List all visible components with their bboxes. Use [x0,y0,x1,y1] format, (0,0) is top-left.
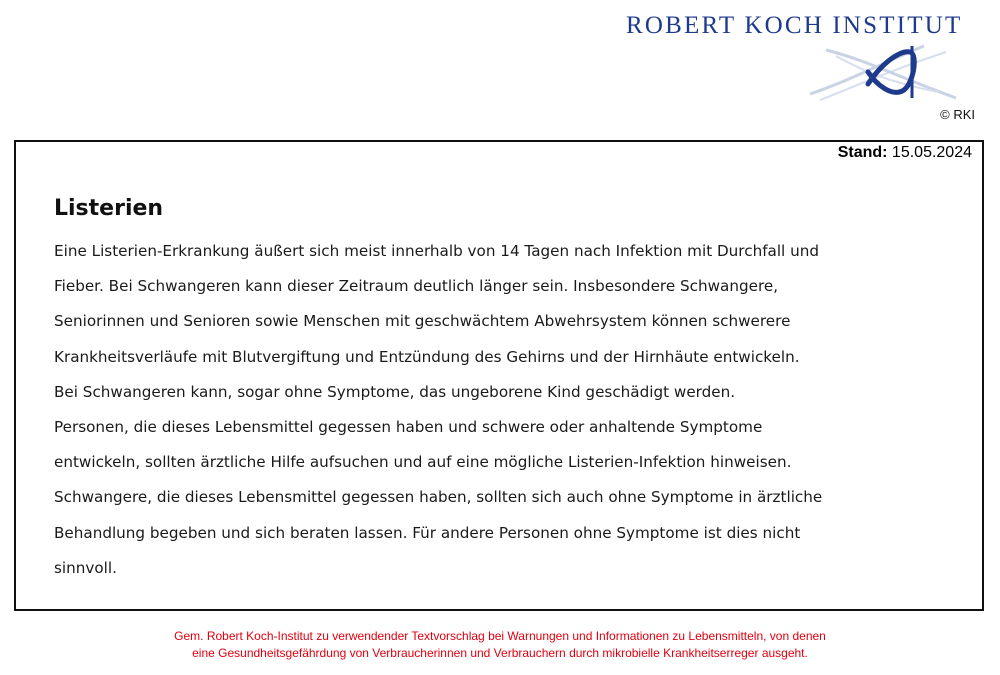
notice-title: Listerien [54,196,164,221]
footer-note [0,628,1000,662]
copyright-label: © RKI [940,107,975,122]
stand-date [838,144,972,162]
stand-value: 15.05.2024 [891,144,972,161]
body-line: Seniorinnen und Senioren sowie Menschen mit geschwächtem Abwehrsystem können schwerere [54,312,791,331]
footer-line-1: Gem. Robert Koch-Institut zu verwendender Textvorschlag bei Warnungen und Informationen zu Lebensmitteln, von denen [174,629,826,643]
notice-box [14,140,984,611]
footer-line-2: eine Gesundheitsgefährdung von Verbraucherinnen und Verbrauchern durch mikrobielle Krankheitserreger ausgeht. [192,646,808,660]
body-line: Bei Schwangeren kann, sogar ohne Symptome, das ungeborene Kind geschädigt werden. [54,382,736,401]
rki-logo-icon [806,42,966,104]
body-line: Fieber. Bei Schwangeren kann dieser Zeitraum deutlich länger sein. Insbesondere Schwangere, [54,277,779,296]
body-line: Schwangere, die dieses Lebensmittel gegessen haben, sollten sich auch ohne Symptome in ärztliche [54,488,823,507]
body-line: Eine Listerien-Erkrankung äußert sich meist innerhalb von 14 Tagen nach Infektion mit Durchfall und [54,242,820,260]
stand-label: Stand: [837,144,888,161]
body-line: Personen, die dieses Lebensmittel gegessen haben und schwere oder anhaltende Symptome [54,418,763,437]
notice-body [54,234,974,586]
body-line: Krankheitsverläufe mit Blutvergiftung und Entzündung des Gehirns und der Hirnhäute entwickeln. [54,347,800,366]
body-line: entwickeln, sollten ärztliche Hilfe aufsuchen und auf eine mögliche Listerien-Infektion hinweisen. [54,453,792,472]
body-line: sinnvoll. [54,558,117,577]
institute-name: ROBERT KOCH INSTITUT [626,12,963,39]
body-line: Behandlung begeben und sich beraten lassen. Für andere Personen ohne Symptome ist dies nicht [54,523,801,542]
